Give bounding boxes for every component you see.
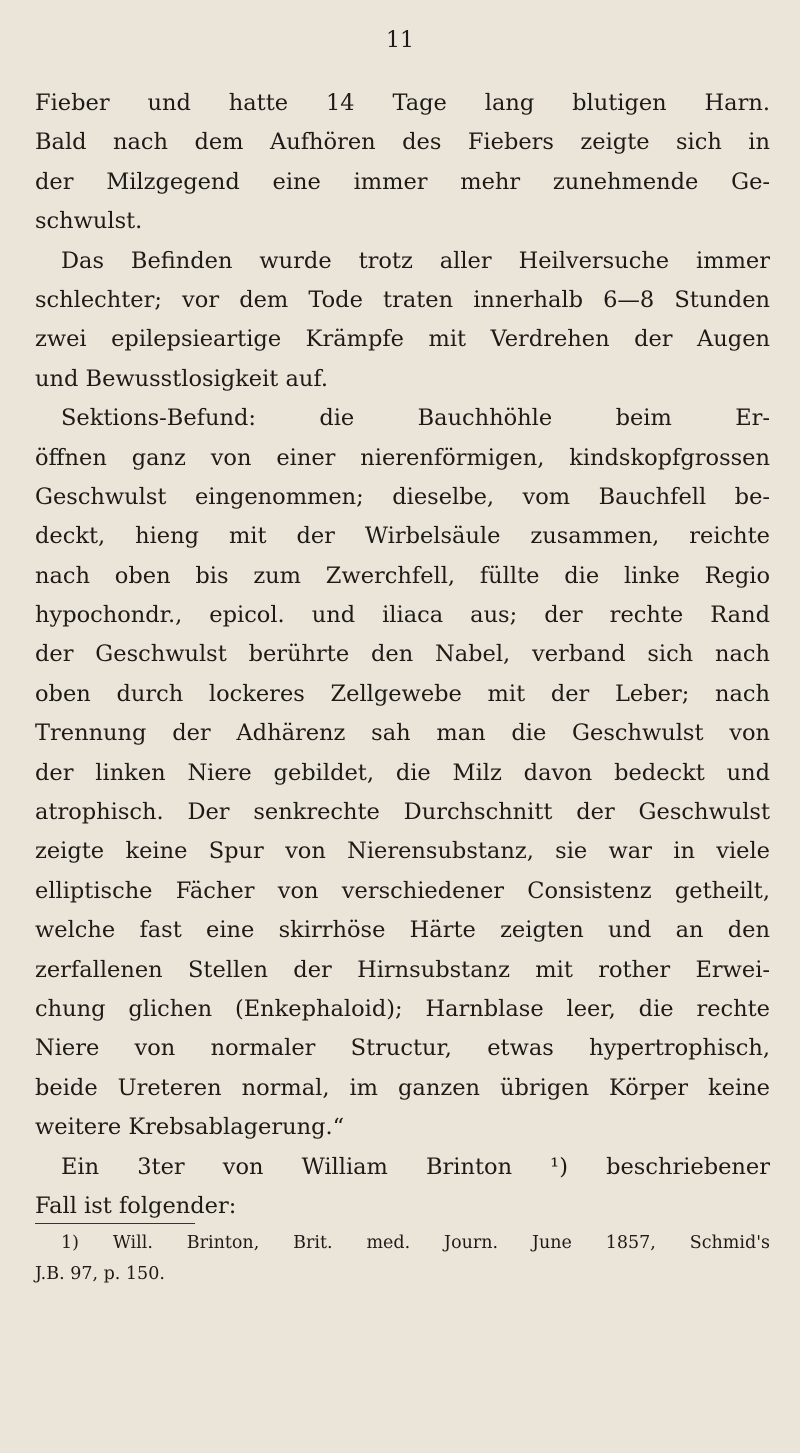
text-line: welche fast eine skirrhöse Härte zeigten und an den xyxy=(35,917,770,944)
footnote xyxy=(35,1228,770,1290)
text-line: Fieber und hatte 14 Tage lang blutigen Harn. xyxy=(35,90,770,116)
text-line: elliptische Fächer von verschiedener Consistenz getheilt, xyxy=(35,877,770,904)
text-line: oben durch lockeres Zellgewebe mit der Leber; nach xyxy=(35,680,770,707)
text-line: Ein 3ter von William Brinton ¹) beschriebener xyxy=(61,1153,770,1180)
text-line: Bald nach dem Aufhören des Fiebers zeigte sich in xyxy=(35,129,770,156)
text-line: schlechter; vor dem Tode traten innerhalb 6—8 Stunden xyxy=(35,286,770,313)
body-text xyxy=(35,84,770,1226)
footnote-divider xyxy=(35,1223,195,1224)
page-number: 11 xyxy=(386,28,414,53)
text-line: hypochondr., epicol. und iliaca aus; der rechte Rand xyxy=(35,602,770,629)
text-line: Fall ist folgender: xyxy=(35,1192,237,1219)
text-line: der linken Niere gebildet, die Milz davon bedeckt und xyxy=(35,759,770,786)
text-line: schwulst. xyxy=(35,208,143,235)
text-line: und Bewusstlosigkeit auf. xyxy=(35,365,329,392)
text-line: atrophisch. Der senkrechte Durchschnitt der Geschwulst xyxy=(35,799,770,826)
text-line: der Milzgegend eine immer mehr zunehmende Ge- xyxy=(35,168,770,195)
text-line: zerfallenen Stellen der Hirnsubstanz mit rother Erwei- xyxy=(35,956,770,983)
text-line: Geschwulst eingenommen; dieselbe, vom Bauchfell be- xyxy=(35,483,770,510)
text-line: Trennung der Adhärenz sah man die Geschwulst von xyxy=(35,720,770,747)
text-line: Sektions-Befund: die Bauchhöhle beim Er- xyxy=(61,405,770,432)
text-line: beide Ureteren normal, im ganzen übrigen Körper keine xyxy=(35,1074,770,1101)
text-line: der Geschwulst berührte den Nabel, verband sich nach xyxy=(35,641,770,668)
text-line: Das Befinden wurde trotz aller Heilversuche immer xyxy=(61,247,770,274)
text-line: zwei epilepsieartige Krämpfe mit Verdrehen der Augen xyxy=(35,326,770,353)
text-line: öffnen ganz von einer nierenförmigen, kindskopfgrossen xyxy=(35,444,770,471)
text-line: Niere von normaler Structur, etwas hypertrophisch, xyxy=(35,1035,770,1062)
text-line: zeigte keine Spur von Nierensubstanz, sie war in viele xyxy=(35,838,770,865)
text-line: nach oben bis zum Zwerchfell, füllte die linke Regio xyxy=(35,562,770,589)
footnote-line: 1) Will. Brinton, Brit. med. Journ. June 1857, Schmid's xyxy=(61,1233,770,1253)
footnote-line: J.B. 97, p. 150. xyxy=(35,1264,165,1284)
text-line: chung glichen (Enkephaloid); Harnblase leer, die rechte xyxy=(35,995,770,1022)
text-line: deckt, hieng mit der Wirbelsäule zusammen, reichte xyxy=(35,523,770,550)
text-line: weitere Krebsablagerung.“ xyxy=(35,1114,345,1141)
